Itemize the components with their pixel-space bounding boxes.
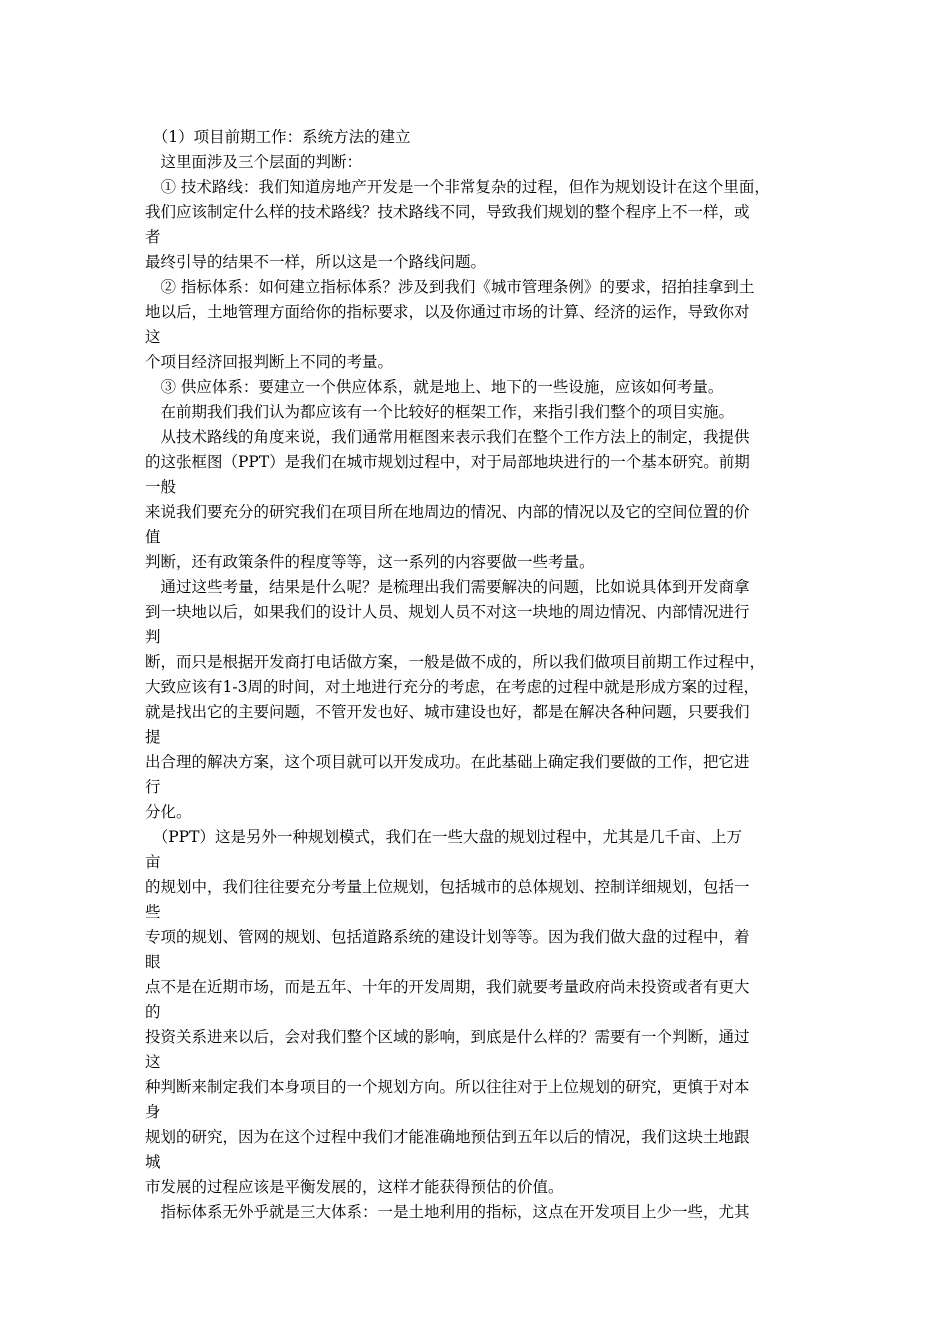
text-line: 最终引导的结果不一样，所以这是一个路线问题。 <box>145 253 487 271</box>
text-line: 来说我们要充分的研究我们在项目所在地周边的情况、内部的情况以及它的空间位置的价 <box>145 503 750 521</box>
text-line: 出合理的解决方案，这个项目就可以开发成功。在此基础上确定我们要做的工作，把它进 <box>145 753 750 771</box>
text-line: 行 <box>145 778 161 796</box>
text-line: 身 <box>145 1103 161 1121</box>
text-line: 者 <box>145 228 161 246</box>
section-heading: （1）项目前期工作：系统方法的建立 <box>145 128 411 146</box>
text-line: 我们应该制定什么样的技术路线？技术路线不同，导致我们规划的整个程序上不一样，或 <box>145 203 750 221</box>
text-line: 从技术路线的角度来说，我们通常用框图来表示我们在整个工作方法上的制定，我提供 <box>145 428 750 446</box>
text-line: 这里面涉及三个层面的判断： <box>145 153 363 171</box>
text-line: 眼 <box>145 953 161 971</box>
text-line: ① 技术路线：我们知道房地产开发是一个非常复杂的过程，但作为规划设计在这个里面， <box>145 178 770 196</box>
text-line: 的这张框图（PPT）是我们在城市规划过程中，对于局部地块进行的一个基本研究。前期 <box>145 453 750 471</box>
text-line: 到一块地以后，如果我们的设计人员、规划人员不对这一块地的周边情况、内部情况进行 <box>145 603 750 621</box>
text-line: 一般 <box>145 478 177 496</box>
text-line: 点不是在近期市场，而是五年、十年的开发周期，我们就要考量政府尚未投资或者有更大 <box>145 978 750 996</box>
text-line: 通过这些考量，结果是什么呢？是梳理出我们需要解决的问题，比如说具体到开发商拿 <box>145 578 750 596</box>
text-line: 判 <box>145 628 161 646</box>
text-line: 断，而只是根据开发商打电话做方案，一般是做不成的，所以我们做项目前期工作过程中， <box>145 653 766 671</box>
text-line: 指标体系无外乎就是三大体系：一是土地利用的指标，这点在开发项目上少一些，尤其 <box>145 1203 750 1221</box>
text-line: ③ 供应体系：要建立一个供应体系，就是地上、地下的一些设施，应该如何考量。 <box>145 378 724 396</box>
text-line: 值 <box>145 528 161 546</box>
text-line: 在前期我们我们认为都应该有一个比较好的框架工作，来指引我们整个的项目实施。 <box>145 403 735 421</box>
text-line: 提 <box>145 728 161 746</box>
text-line: 种判断来制定我们本身项目的一个规划方向。所以往往对于上位规划的研究，更慎于对本 <box>145 1078 750 1096</box>
text-line: 些 <box>145 903 161 921</box>
text-line: 的 <box>145 1003 161 1021</box>
text-line: 分化。 <box>145 803 192 821</box>
text-line: 判断，还有政策条件的程度等等，这一系列的内容要做一些考量。 <box>145 553 595 571</box>
text-line: 个项目经济回报判断上不同的考量。 <box>145 353 394 371</box>
text-line: ② 指标体系：如何建立指标体系？涉及到我们《城市管理条例》的要求，招拍挂拿到土 <box>145 278 755 296</box>
text-line: 的规划中，我们往往要充分考量上位规划，包括城市的总体规划、控制详细规划，包括一 <box>145 878 750 896</box>
text-line: 大致应该有1-3周的时间，对土地进行充分的考虑，在考虑的过程中就是形成方案的过程， <box>145 678 759 696</box>
text-line: 专项的规划、管网的规划、包括道路系统的建设计划等等。因为我们做大盘的过程中，着 <box>145 928 750 946</box>
text-line: （PPT）这是另外一种规划模式，我们在一些大盘的规划过程中，尤其是几千亩、上万 <box>145 828 742 846</box>
text-line: 这 <box>145 328 161 346</box>
text-line: 地以后，土地管理方面给你的指标要求，以及你通过市场的计算、经济的运作，导致你对 <box>145 303 750 321</box>
text-line: 这 <box>145 1053 161 1071</box>
text-line: 亩 <box>145 853 161 871</box>
text-line: 市发展的过程应该是平衡发展的，这样才能获得预估的价值。 <box>145 1178 564 1196</box>
text-line: 规划的研究，因为在这个过程中我们才能准确地预估到五年以后的情况，我们这块土地跟 <box>145 1128 750 1146</box>
text-line: 投资关系进来以后，会对我们整个区域的影响，到底是什么样的？需要有一个判断，通过 <box>145 1028 750 1046</box>
text-line: 就是找出它的主要问题，不管开发也好、城市建设也好，都是在解决各种问题，只要我们 <box>145 703 750 721</box>
text-line: 城 <box>145 1153 161 1171</box>
